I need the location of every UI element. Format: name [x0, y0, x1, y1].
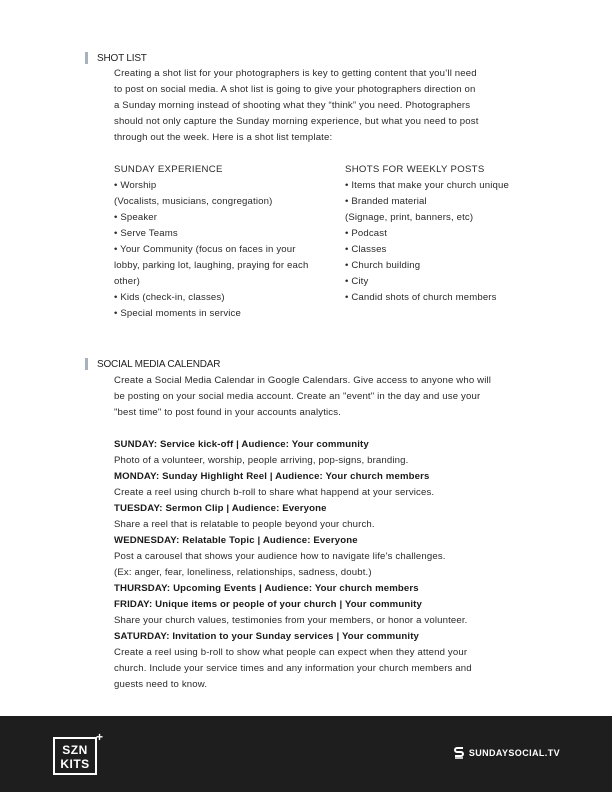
day-description: Create a reel using b-roll to show what people can expect when they attend your [114, 647, 468, 658]
day-description: Share your church values, testimonies from your members, or honor a volunteer. [114, 615, 468, 626]
shot-list-intro [114, 66, 534, 146]
intro-line: through out the week. Here is a shot list template: [114, 132, 333, 143]
column-heading: SHOTS FOR WEEKLY POSTS [345, 164, 485, 175]
section-marker [85, 358, 88, 370]
list-item: (Signage, print, banners, etc) [345, 212, 474, 223]
intro-line: Create a Social Media Calendar in Google Calendars. Give access to anyone who will [114, 375, 492, 386]
list-item: • Your Community (focus on faces in your [114, 244, 296, 255]
calendar-schedule [114, 437, 544, 693]
szn-kits-logo [53, 737, 97, 775]
day-description: Create a reel using church b-roll to share what happend at your services. [114, 487, 435, 498]
list-item: lobby, parking lot, laughing, praying for each [114, 260, 309, 271]
intro-line: be posting on your social media account. Create an "event" in the day and use your [114, 391, 481, 402]
list-item: • Branded material [345, 196, 427, 207]
day-description: Post a carousel that shows your audience how to navigate life’s challenges. [114, 551, 446, 562]
list-item: • Serve Teams [114, 228, 178, 239]
list-item: other) [114, 276, 140, 287]
shot-list-heading [85, 52, 147, 64]
logo-plus-icon: + [96, 730, 104, 744]
intro-line: "best time" to post found in your accounts analytics. [114, 407, 342, 418]
day-description: (Ex: anger, fear, loneliness, relationships, sadness, doubt.) [114, 567, 372, 578]
list-item: • Podcast [345, 228, 388, 239]
list-item: • Items that make your church unique [345, 180, 509, 191]
sunday-experience-column [114, 162, 339, 322]
s-logo-icon [453, 746, 465, 760]
column-heading: SUNDAY EXPERIENCE [114, 164, 223, 175]
list-item: • Kids (check-in, classes) [114, 292, 225, 303]
day-description: Share a reel that is relatable to people beyond your church. [114, 519, 375, 530]
day-heading-sunday: SUNDAY: Service kick-off | Audience: Your community [114, 439, 369, 450]
list-item: • Candid shots of church members [345, 292, 497, 303]
day-description: church. Include your service times and any information your church members and [114, 663, 472, 674]
section-marker [85, 52, 88, 64]
list-item: • Classes [345, 244, 387, 255]
list-item: • Worship [114, 180, 157, 191]
section-title: SHOT LIST [97, 52, 147, 64]
weekly-posts-column [345, 162, 545, 306]
intro-line: to post on social media. A shot list is going to give your photographers direction on [114, 84, 476, 95]
logo-text-line: KITS [60, 757, 90, 771]
day-heading-thursday: THURSDAY: Upcoming Events | Audience: Your church members [114, 583, 419, 594]
section-title: SOCIAL MEDIA CALENDAR [97, 358, 221, 370]
day-heading-friday: FRIDAY: Unique items or people of your church | Your community [114, 599, 423, 610]
day-heading-tuesday: TUESDAY: Sermon Clip | Audience: Everyone [114, 503, 327, 514]
list-item: • Speaker [114, 212, 158, 223]
day-heading-wednesday: WEDNESDAY: Relatable Topic | Audience: Everyone [114, 535, 358, 546]
day-heading-saturday: SATURDAY: Invitation to your Sunday services | Your community [114, 631, 420, 642]
list-item: • Special moments in service [114, 308, 241, 319]
sunday-social-logo [453, 746, 560, 760]
intro-line: Creating a shot list for your photographers is key to getting content that you’ll need [114, 68, 477, 79]
logo-text-line: SZN [62, 743, 88, 757]
footer-bar [0, 716, 612, 792]
calendar-heading [85, 358, 220, 370]
site-url[interactable]: SUNDAYSOCIAL.TV [468, 748, 560, 758]
list-item: (Vocalists, musicians, congregation) [114, 196, 273, 207]
list-item: • City [345, 276, 369, 287]
intro-line: should not only capture the Sunday morning experience, but what you need to post [114, 116, 479, 127]
intro-line: a Sunday morning instead of shooting what they “think” you need. Photographers [114, 100, 471, 111]
day-description: guests need to know. [114, 679, 208, 690]
day-description: Photo of a volunteer, worship, people arriving, pop-signs, branding. [114, 455, 409, 466]
list-item: • Church building [345, 260, 421, 271]
day-heading-monday: MONDAY: Sunday Highlight Reel | Audience: Your church members [114, 471, 430, 482]
calendar-intro [114, 373, 534, 421]
